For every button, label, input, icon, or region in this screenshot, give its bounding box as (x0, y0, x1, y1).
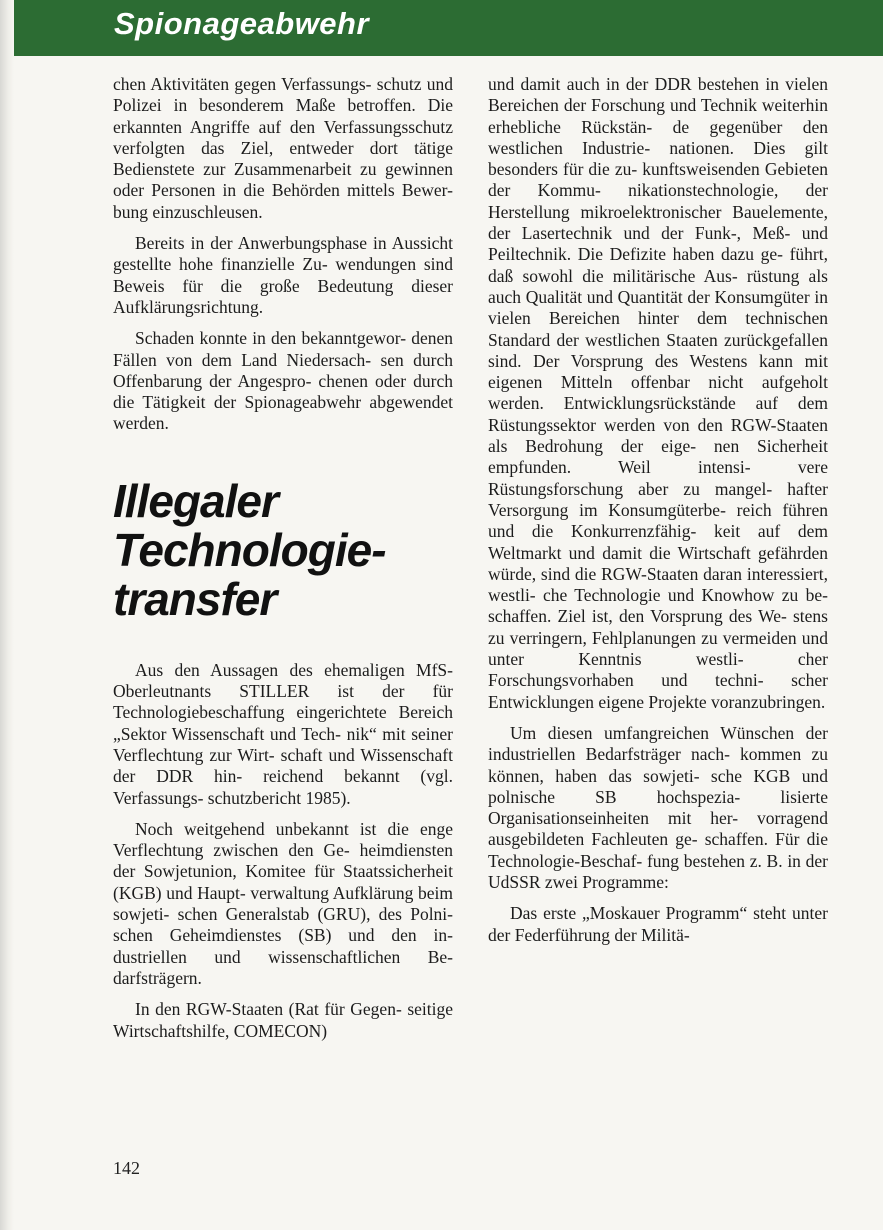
paragraph: Bereits in der Anwerbungsphase in Aussicht gestellte hohe finanzielle Zu- wendungen sind Beweis für die große Bedeutung dieser Aufklärungsrichtung. (113, 233, 453, 317)
page-number: 142 (113, 1158, 140, 1178)
paragraph: Aus den Aussagen des ehemaligen MfS-Oberleutnants STILLER ist der für Technologiebeschaffung eingerichtete Bereich „Sektor Wissenschaft und Tech- nik“ mit seiner Verflechtung zur Wirt- schaft und Wissenschaft der DDR hin- reichend bekannt (vgl. Verfassungs- schutzbericht 1985). (113, 659, 453, 808)
heading-line: transfer (113, 572, 277, 625)
paragraph: und damit auch in der DDR bestehen in vielen Bereichen der Forschung und Technik weiterhin erhebliche Rückstän- de gegenüber den westlichen Industrie- nationen. Dies gilt besonders für die zu- kunftsweisenden Gebieten der Kommu- nikationstechnologie, der Herstellung mikroelektronischer Bauelemente, der Lasertechnik und der Funk-, Meß- und Peiltechnik. Die Defizite haben dazu ge- führt, daß sowohl die militärische Aus- rüstung als auch Qualität und Quantität der Konsumgüter in vielen Bereichen hinter dem technischen Standard der westlichen Staaten zurückgefallen sind. Der Vorsprung des Westens kann mit eigenen Mitteln offenbar nicht aufgeholt werden. Entwicklungsrückstände auf dem Rüstungssektor werden von den RGW-Staaten als Bedrohung der eige- nen Sicherheit empfunden. Weil intensi- vere Rüstungsforschung aber zu mangel- hafter Versorgung im Konsumgüterbe- reich führen und die Konkurrenzfähig- keit auf dem Weltmarkt und damit die Wirtschaft gefährden würde, sind die RGW-Staaten daran interessiert, westli- che Technologie und Knowhow zu be- schaffen. Ziel ist, den Vorsprung des We- stens zu verringern, Fehlplanungen zu vermeiden und unter Kenntnis westli- cher Forschungsvorhaben und techni- scher Entwicklungen eigene Projekte voranzubringen. (488, 74, 828, 712)
paragraph: Schaden konnte in den bekanntgewor- denen Fällen von dem Land Niedersach- sen durch Offenbarung der Angespro- chenen oder durch die Tätigkeit der Spionageabwehr abgewendet werden. (113, 328, 453, 434)
right-column (488, 74, 828, 956)
section-header-bar (14, 0, 883, 56)
page-binding-edge (0, 0, 14, 1230)
paragraph: Um diesen umfangreichen Wünschen der industriellen Bedarfsträger nach- kommen zu können, haben das sowjeti- sche KGB und polnische SB hochspezia- lisierte Organisationseinheiten mit her- vorragend ausgebildeten Fachleuten ge- schaffen. Für die Technologie-Beschaf- fung bestehen z. B. in der UdSSR zwei Programme: (488, 722, 828, 892)
article-heading (113, 474, 453, 625)
heading-line: Technologie- (113, 523, 386, 576)
paragraph: Noch weitgehend unbekannt ist die enge Verflechtung zwischen den Ge- heimdiensten der Sowjetunion, Komitee für Staatssicherheit (KGB) und Haupt- verwaltung Aufklärung beim sowjeti- schen Generalstab (GRU), des Polni- schen Geheimdienstes (SB) und den in- dustriellen und wissenschaftlichen Be- darfsträgern. (113, 818, 453, 988)
paragraph: Das erste „Moskauer Programm“ steht unter der Federführung der Militä- (488, 903, 828, 945)
section-title: Spionageabwehr (114, 6, 370, 41)
paragraph: In den RGW-Staaten (Rat für Gegen- seitige Wirtschaftshilfe, COMECON) (113, 999, 453, 1041)
paragraph: chen Aktivitäten gegen Verfassungs- schutz und Polizei in besonderem Maße betroffen. Die erkannten Angriffe auf den Verfassungsschutz verfolgten das Ziel, entweder dort tätige Bedienstete zur Zusammenarbeit zu gewinnen oder Personen in die Behörden mittels Bewer- bung einzuschleusen. (113, 74, 453, 222)
heading-line: Illegaler (113, 474, 278, 527)
left-column (113, 74, 453, 1052)
